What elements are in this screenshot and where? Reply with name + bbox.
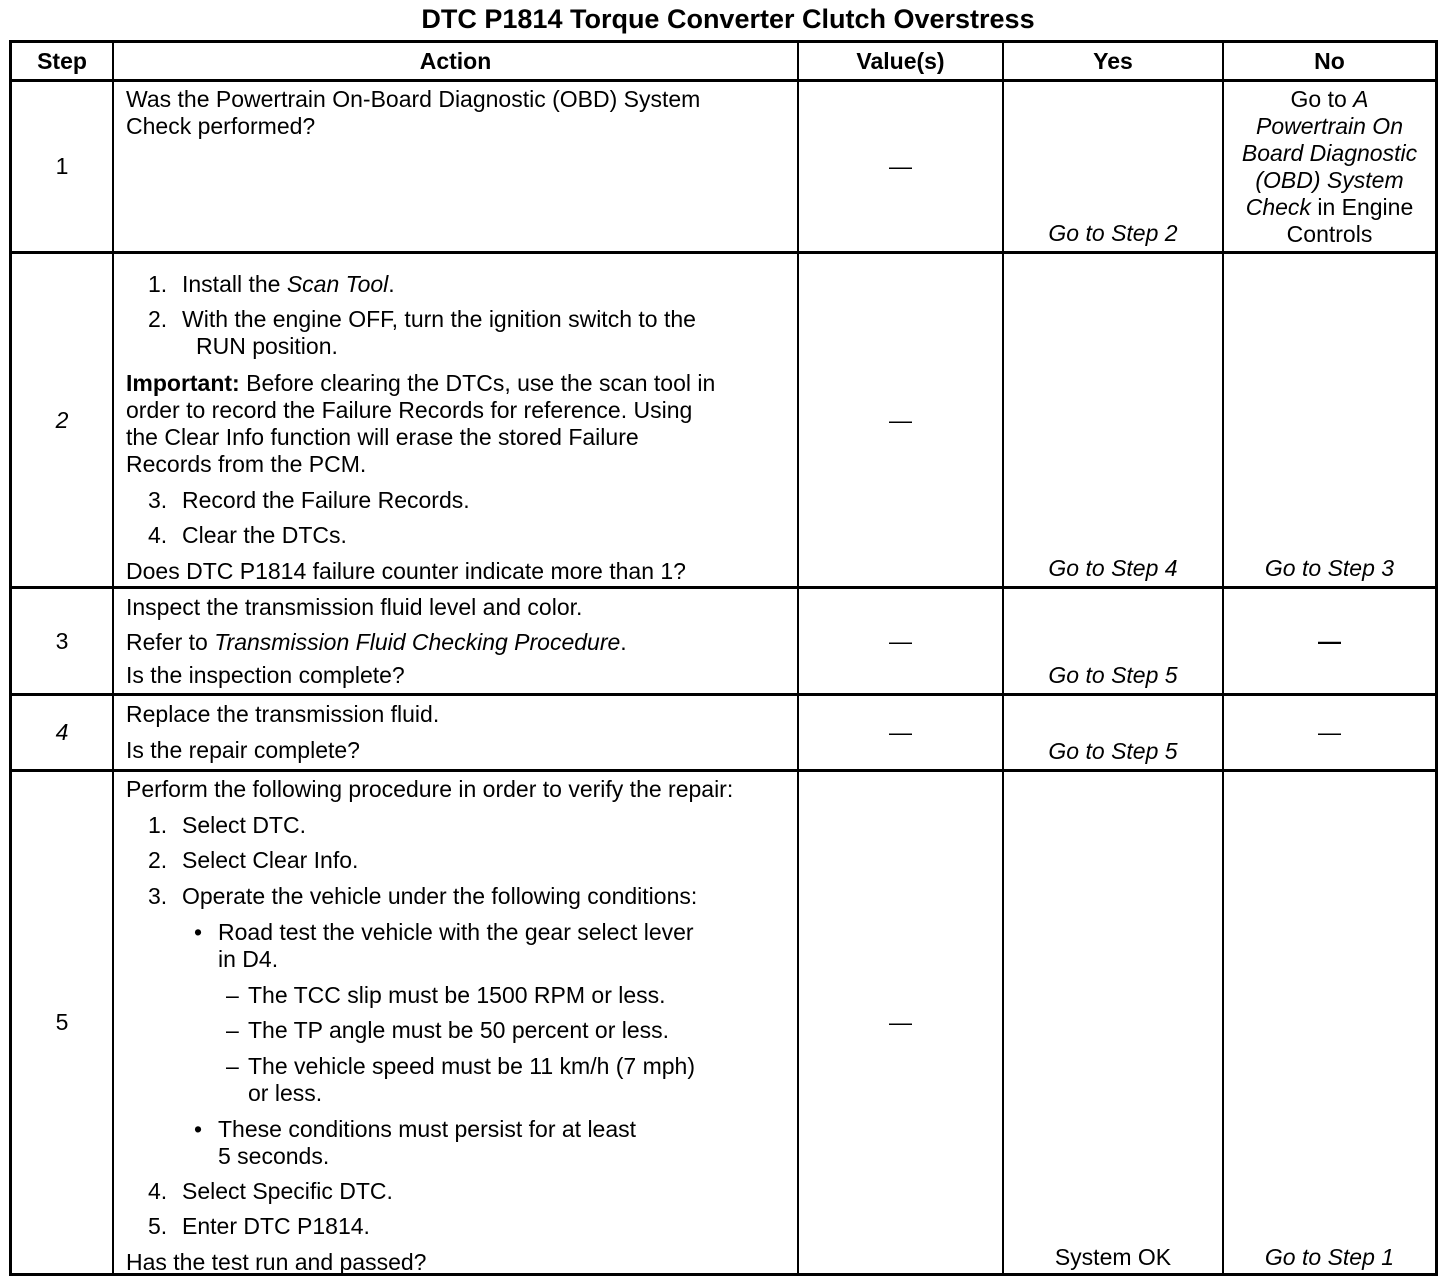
table-row-step-2: 2 1. Install the Scan Tool. 2. With the engine OFF, turn the ignition switch to the RUN position. Important: Before clearing the DTCs, use the scan tool in order to record the Failure Records for reference. Using the Clear Info function will erase the stored Failure Records from the PCM. 3. Record the Failure Records. 4. Clear the DTCs. Does DTC P1814 failure counter indicate more than 1? — Go to Step 4 Go to Step 3 — [12, 251, 1435, 586]
value-dash: — — [889, 1009, 912, 1035]
step-number: 4 — [55, 719, 69, 745]
header-no: No — [1222, 43, 1435, 79]
no-dash: — — [1318, 627, 1341, 654]
step-number: 5 — [55, 1009, 69, 1035]
value-dash: — — [889, 627, 912, 654]
header-step: Step — [37, 47, 87, 74]
page-title: DTC P1814 Torque Converter Clutch Overstress — [421, 4, 1035, 34]
table-row-step-5: 5 Perform the following procedure in order to verify the repair: 1. Select DTC. 2. Select Clear Info. 3. Operate the vehicle under the following conditions: • Road test the vehicle with the gear select lever in D4. – The TCC slip must be 1500 RPM or less. – The TP angle must be 50 percent or less. – The vehicle speed must be 11 km/h (7 mph) or less. • These conditions must persist for at least 5 seconds. 4. Select Specific DTC. 5. Enter DTC P1814. Has the test run and passed? — System OK Go to Step 1 — [12, 769, 1435, 1273]
value-dash: — — [889, 719, 912, 745]
no-link[interactable]: Go to Step 3 — [1264, 555, 1395, 581]
yes-link[interactable]: Go to Step 2 — [1048, 220, 1178, 246]
yes-link[interactable]: Go to Step 5 — [1048, 662, 1178, 688]
no-link[interactable]: Go to A Powertrain On Board Diagnostic (OBD) System Check in Engine Controls — [1241, 86, 1418, 247]
header-action: Action — [112, 43, 797, 79]
header-yes: Yes — [1002, 43, 1222, 79]
diagnostic-table — [9, 40, 1438, 1276]
yes-link[interactable]: Go to Step 5 — [1048, 738, 1178, 764]
table-header-row — [12, 43, 1435, 79]
no-link[interactable]: Go to Step 1 — [1264, 1244, 1395, 1270]
yes-link[interactable]: Go to Step 4 — [1048, 555, 1178, 581]
table-row-step-3: 3 Inspect the transmission fluid level and color. Refer to Transmission Fluid Checking Procedure. Is the inspection complete? — Go to Step 5 — — [12, 586, 1435, 693]
no-dash: — — [1318, 719, 1341, 745]
step-number: 3 — [55, 627, 69, 654]
yes-result: System OK — [1054, 1244, 1172, 1270]
header-values: Value(s) — [797, 43, 1002, 79]
value-dash: — — [889, 406, 912, 433]
step-number: 1 — [55, 153, 69, 179]
table-row-step-4: 4 Replace the transmission fluid. Is the repair complete? — Go to Step 5 — — [12, 693, 1435, 769]
step-number: 2 — [55, 406, 69, 433]
value-dash: — — [889, 153, 912, 179]
table-row-step-1: 1 Was the Powertrain On-Board Diagnostic (OBD) System Check performed? — Go to Step 2 Go to A Powertrain On Board Diagnostic (OBD) System Check in Engine Controls — [12, 79, 1435, 251]
